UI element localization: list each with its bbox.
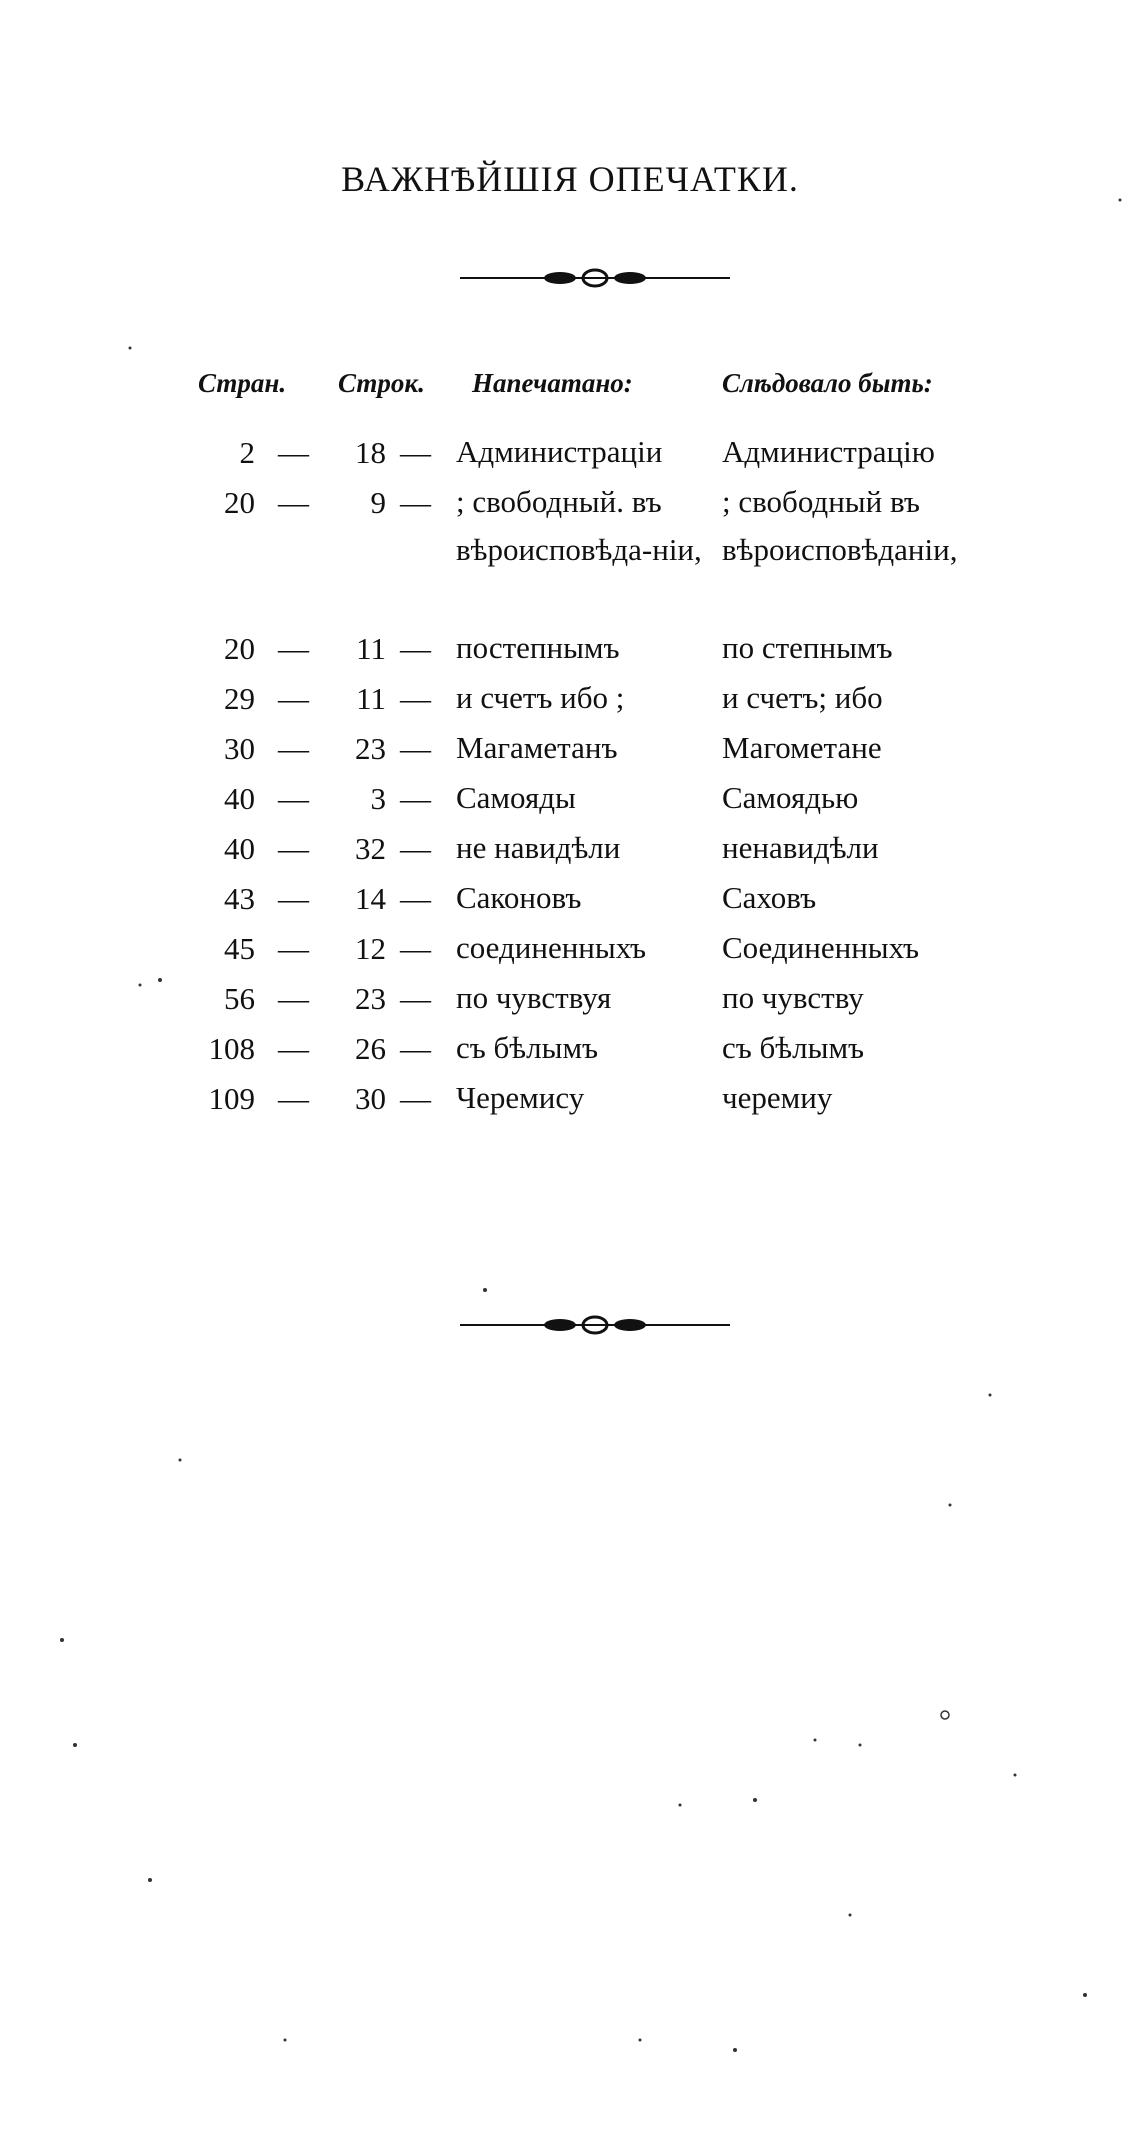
errata-row <box>0 1024 1140 1074</box>
row-line: 14 <box>355 881 386 916</box>
row-page: 108 <box>208 1031 255 1066</box>
row-correct: Магометане <box>722 730 882 765</box>
dash: — <box>278 435 309 470</box>
errata-row <box>0 874 1140 924</box>
row-printed: Магаметанъ <box>456 730 618 765</box>
errata-row <box>0 478 1140 624</box>
row-page: 30 <box>224 731 255 766</box>
dash: — <box>278 1081 309 1116</box>
row-printed: Саконовъ <box>456 880 582 915</box>
page-title: ВАЖНѢЙШІЯ ОПЕЧАТКИ. <box>341 159 799 199</box>
row-correct: Администрацію <box>722 434 935 469</box>
row-page: 40 <box>224 781 255 816</box>
dash: — <box>400 1081 431 1116</box>
row-printed: не навидѣли <box>456 830 621 865</box>
errata-table <box>0 428 1140 1124</box>
dash: — <box>278 831 309 866</box>
row-printed: соединенныхъ <box>456 930 647 965</box>
row-correct: Соединенныхъ <box>722 930 919 965</box>
errata-row <box>0 924 1140 974</box>
dash: — <box>400 681 431 716</box>
row-page: 20 <box>224 631 255 666</box>
row-printed: по чувствуя <box>456 980 612 1015</box>
row-line: 26 <box>355 1031 386 1066</box>
row-correct: ; свободный въ вѣроисповѣданіи, <box>722 484 958 567</box>
dash: — <box>278 631 309 666</box>
errata-row <box>0 724 1140 774</box>
errata-row <box>0 774 1140 824</box>
header-printed: Напечатано: <box>472 368 633 398</box>
row-page: 56 <box>224 981 255 1016</box>
dash: — <box>278 781 309 816</box>
row-correct: съ бѣлымъ <box>722 1030 865 1065</box>
row-correct: черемиу <box>722 1080 833 1115</box>
row-line: 12 <box>355 931 386 966</box>
ornament-divider-bottom <box>460 1313 730 1337</box>
row-correct: Саховъ <box>722 880 817 915</box>
row-printed: Администраціи <box>456 434 663 469</box>
dash: — <box>278 931 309 966</box>
row-page: 29 <box>224 681 255 716</box>
row-line: 9 <box>370 485 386 520</box>
dash: — <box>278 485 309 520</box>
dash: — <box>400 435 431 470</box>
row-printed: Самояды <box>456 780 576 815</box>
row-correct: и счетъ; ибо <box>722 680 883 715</box>
row-printed: Черемису <box>456 1080 585 1115</box>
row-line: 3 <box>370 781 386 816</box>
row-line: 23 <box>355 981 386 1016</box>
row-page: 109 <box>208 1081 255 1116</box>
dash: — <box>400 981 431 1016</box>
row-line: 32 <box>355 831 386 866</box>
errata-row <box>0 674 1140 724</box>
dash: — <box>278 731 309 766</box>
dash: — <box>400 631 431 666</box>
dash: — <box>400 1031 431 1066</box>
row-line: 23 <box>355 731 386 766</box>
row-page: 20 <box>224 485 255 520</box>
dash: — <box>400 781 431 816</box>
errata-row <box>0 428 1140 478</box>
ornament-divider-top <box>460 266 730 290</box>
row-printed: ; свободный. въ вѣроисповѣда-ніи, <box>456 484 702 567</box>
row-page: 40 <box>224 831 255 866</box>
dash: — <box>400 931 431 966</box>
header-page: Стран. <box>198 368 287 398</box>
dash: — <box>278 1031 309 1066</box>
errata-row <box>0 624 1140 674</box>
row-page: 2 <box>239 435 255 470</box>
dash: — <box>278 981 309 1016</box>
row-correct: ненавидѣли <box>722 830 879 865</box>
dash: — <box>400 881 431 916</box>
row-line: 30 <box>355 1081 386 1116</box>
row-printed: постепнымъ <box>456 630 620 665</box>
dash: — <box>400 831 431 866</box>
row-printed: съ бѣлымъ <box>456 1030 599 1065</box>
row-printed: и счетъ ибо ; <box>456 680 625 715</box>
header-correct: Слѣдовало быть: <box>722 368 933 398</box>
row-page: 45 <box>224 931 255 966</box>
dash: — <box>400 485 431 520</box>
row-line: 18 <box>355 435 386 470</box>
row-correct: по чувству <box>722 980 864 1015</box>
dash: — <box>278 881 309 916</box>
column-headers <box>0 368 1140 408</box>
errata-row <box>0 974 1140 1024</box>
row-correct: Самоядью <box>722 780 859 815</box>
errata-row <box>0 1074 1140 1124</box>
row-correct: по степнымъ <box>722 630 893 665</box>
header-line: Строк. <box>338 368 425 398</box>
row-line: 11 <box>356 631 386 666</box>
errata-row <box>0 824 1140 874</box>
dash: — <box>278 681 309 716</box>
row-page: 43 <box>224 881 255 916</box>
dash: — <box>400 731 431 766</box>
row-line: 11 <box>356 681 386 716</box>
